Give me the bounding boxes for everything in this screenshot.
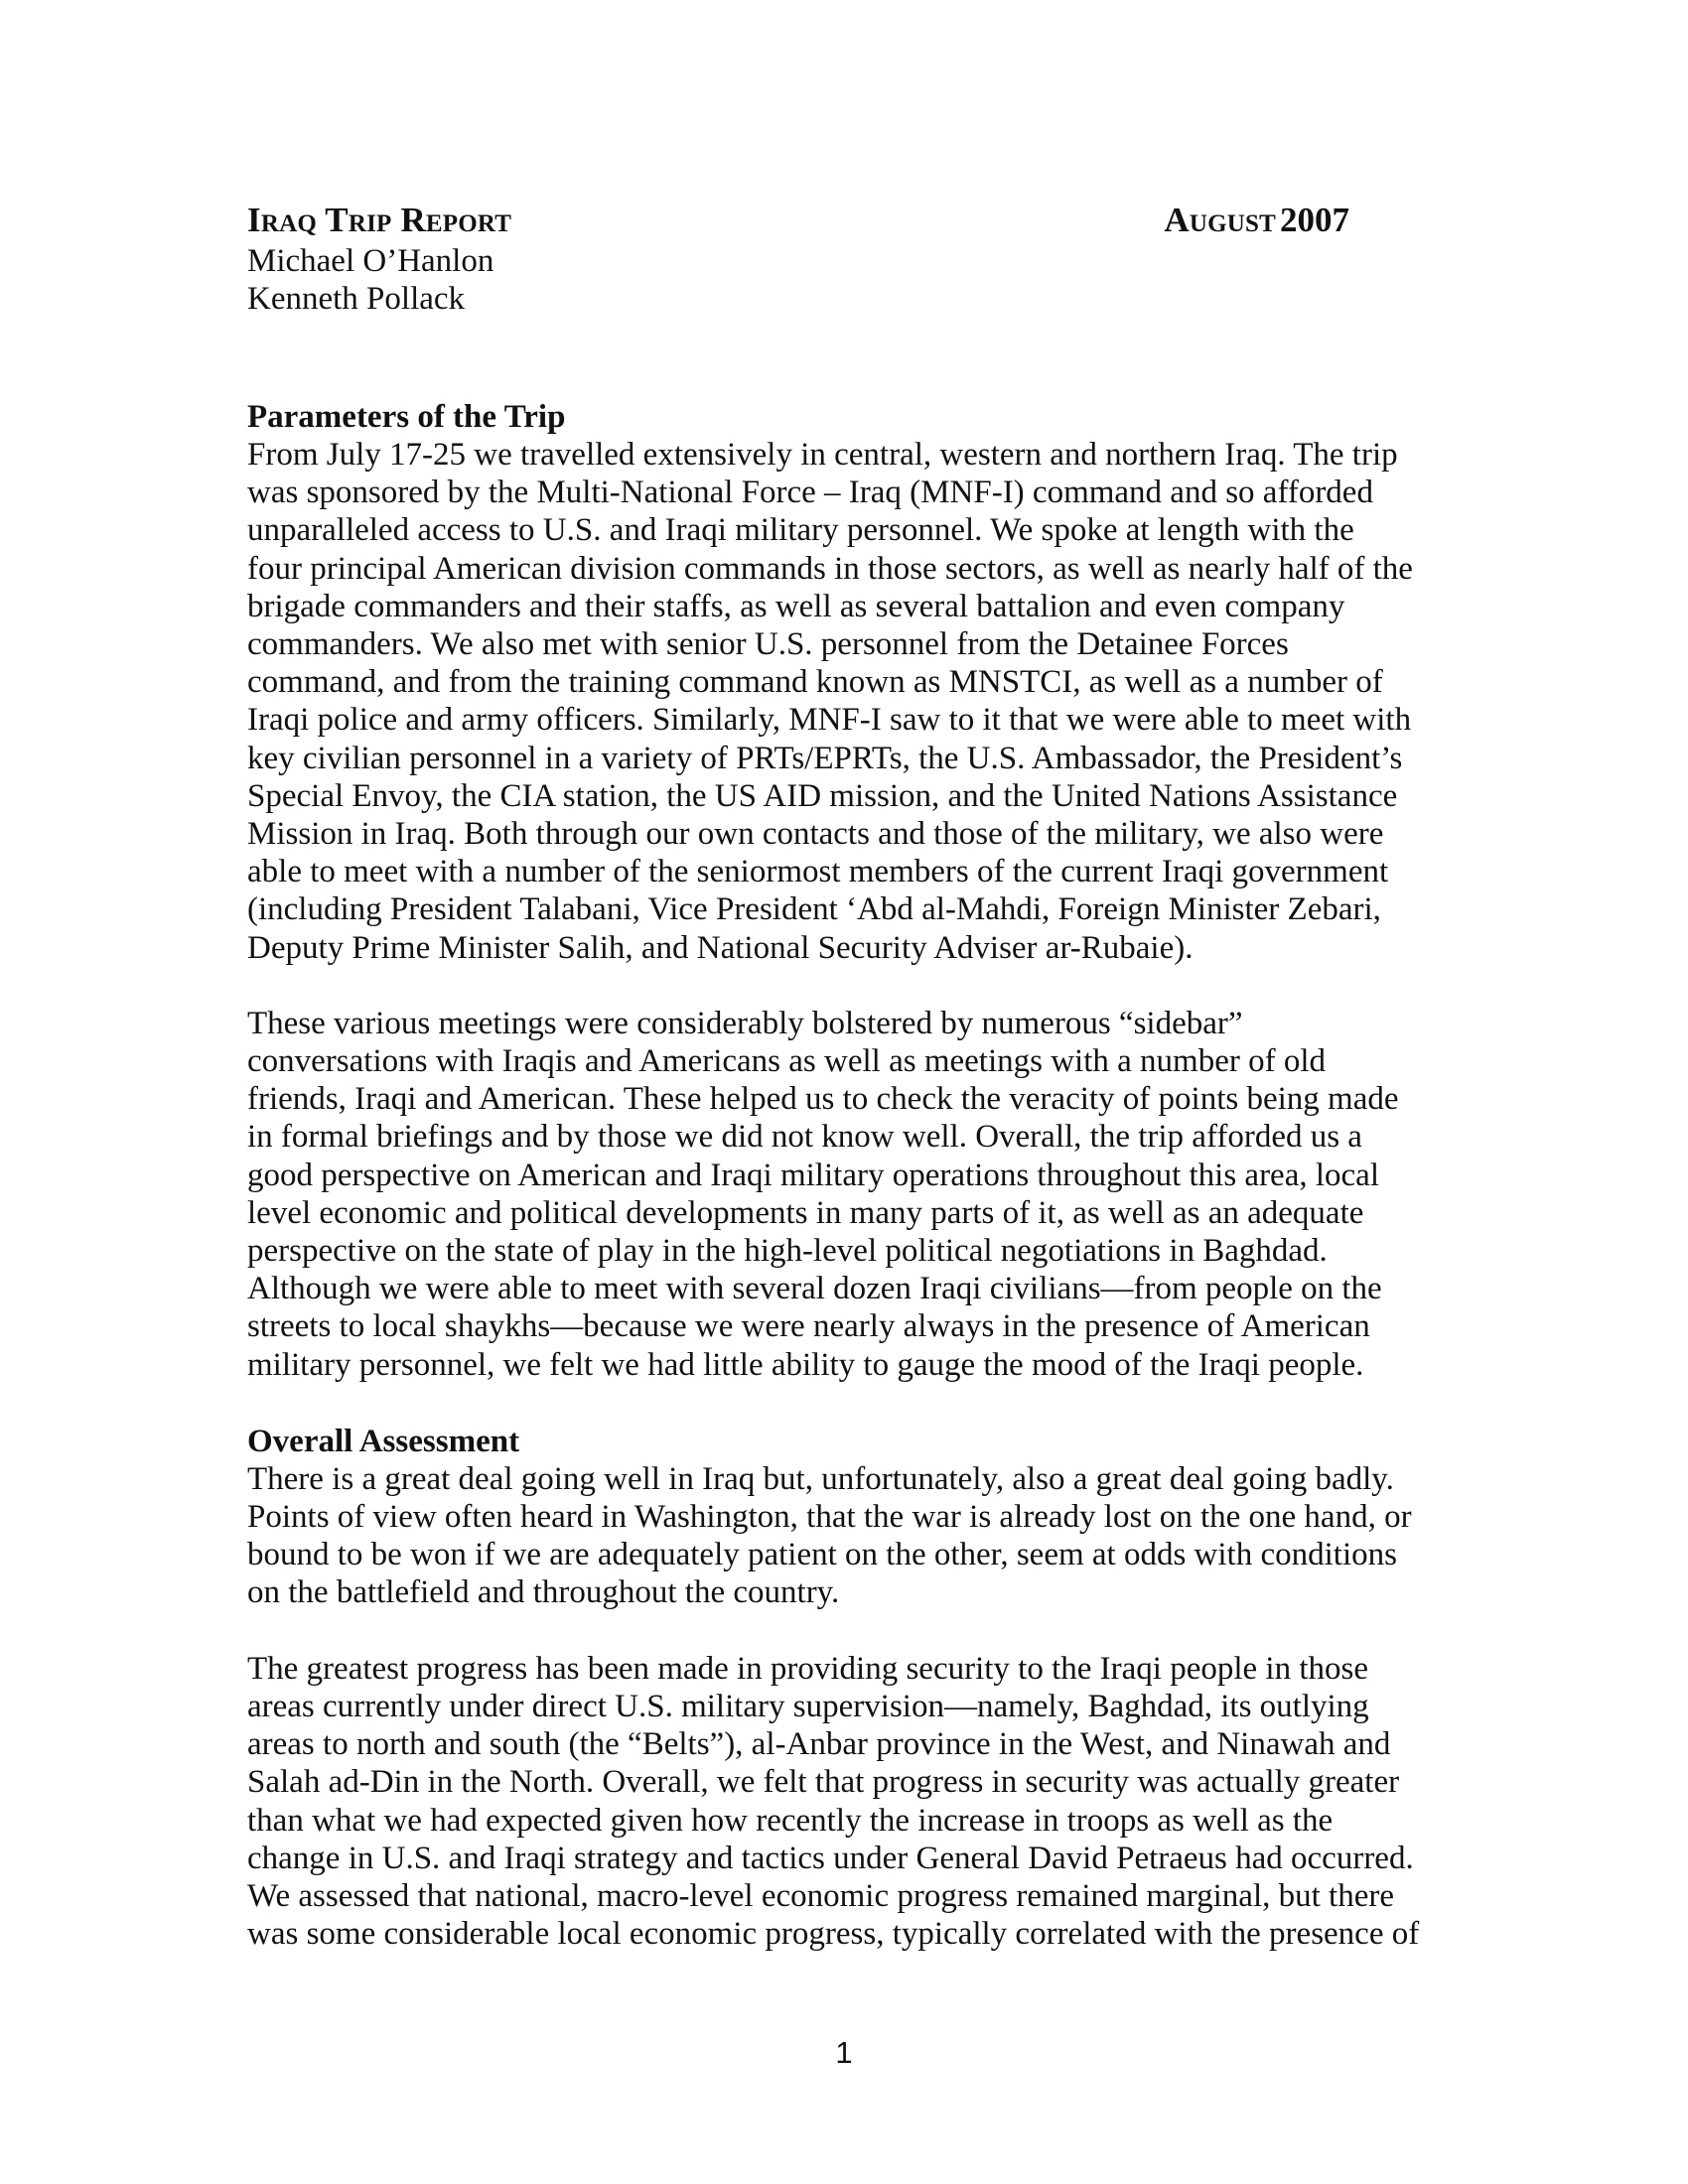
text-line: Deputy Prime Minister Salih, and National Security Adviser ar-Rubaie). — [247, 929, 1194, 966]
text-line: key civilian personnel in a variety of PRTs/EPRTs, the U.S. Ambassador, the President’s — [247, 740, 1403, 776]
report-title: Iraq Trip Report — [247, 201, 512, 239]
text-line: able to meet with a number of the seniormost members of the current Iraqi government — [247, 854, 1389, 890]
text-line: in formal briefings and by those we did not know well. Overall, the trip afforded us a — [247, 1119, 1362, 1156]
text-line: We assessed that national, macro-level economic progress remained marginal, but there — [247, 1877, 1394, 1914]
text-line: brigade commanders and their staffs, as well as several battalion and even company — [247, 588, 1345, 624]
text-line: command, and from the training command known as MNSTCI, as well as a number of — [247, 664, 1383, 701]
text-line: Points of view often heard in Washington, that the war is already lost on the one hand, or — [247, 1499, 1412, 1536]
paragraph — [247, 1005, 1439, 1384]
section-heading: Parameters of the Trip — [247, 399, 566, 435]
page-number: 1 — [835, 2035, 853, 2070]
report-date-year: 2007 — [1280, 201, 1349, 239]
text-line: Salah ad-Din in the North. Overall, we felt that progress in security was actually greater — [247, 1764, 1400, 1801]
text-line: was sponsored by the Multi-National Force – Iraq (MNF-I) command and so afforded — [247, 475, 1373, 511]
text-line: conversations with Iraqis and Americans as well as meetings with a number of old — [247, 1043, 1326, 1080]
paragraph — [247, 1460, 1439, 1612]
text-line: Special Envoy, the CIA station, the US AID mission, and the United Nations Assistance — [247, 777, 1398, 814]
text-line: These various meetings were considerably bolstered by numerous “sidebar” — [247, 1005, 1243, 1041]
text-line: areas to north and south (the “Belts”), al-Anbar province in the West, and Ninawah and — [247, 1726, 1391, 1763]
author-list — [247, 242, 1439, 318]
author-name: Kenneth Pollack — [247, 281, 466, 317]
text-line: level economic and political developments in many parts of it, as well as an adequate — [247, 1194, 1364, 1231]
text-line: friends, Iraqi and American. These helped us to check the veracity of points being made — [247, 1081, 1399, 1118]
text-line: areas currently under direct U.S. military supervision—namely, Baghdad, its outlying — [247, 1688, 1369, 1724]
report-date-month: August — [1164, 201, 1276, 239]
text-line: unparalleled access to U.S. and Iraqi military personnel. We spoke at length with the — [247, 512, 1354, 549]
text-line: change in U.S. and Iraqi strategy and tactics under General David Petraeus had occurred. — [247, 1840, 1414, 1876]
text-line: From July 17-25 we travelled extensively in central, western and northern Iraq. The trip — [247, 437, 1398, 473]
document-body — [247, 199, 1439, 1953]
text-line: (including President Talabani, Vice President ‘Abd al-Mahdi, Foreign Minister Zebari, — [247, 891, 1381, 928]
text-line: Although we were able to meet with several dozen Iraqi civilians—from people on the — [247, 1271, 1382, 1307]
text-line: The greatest progress has been made in providing security to the Iraqi people in those — [247, 1650, 1368, 1687]
text-line: bound to be won if we are adequately patient on the other, seem at odds with conditions — [247, 1537, 1397, 1573]
text-line: There is a great deal going well in Iraq but, unfortunately, also a great deal going badly. — [247, 1460, 1394, 1497]
author-name: Michael O’Hanlon — [247, 243, 494, 279]
report-date — [1164, 199, 1349, 249]
text-line: was some considerable local economic progress, typically correlated with the presence of — [247, 1916, 1420, 1953]
text-line: Iraqi police and army officers. Similarly, MNF-I saw to it that we were able to meet with — [247, 702, 1412, 739]
paragraph — [247, 436, 1439, 967]
text-line: good perspective on American and Iraqi military operations throughout this area, local — [247, 1157, 1379, 1193]
text-line: perspective on the state of play in the high-level political negotiations in Baghdad. — [247, 1233, 1328, 1270]
paragraph — [247, 1650, 1439, 1954]
text-line: military personnel, we felt we had little ability to gauge the mood of the Iraqi people. — [247, 1346, 1364, 1383]
text-line: Mission in Iraq. Both through our own contacts and those of the military, we also were — [247, 816, 1384, 853]
text-line: on the battlefield and throughout the country. — [247, 1574, 840, 1611]
section-heading: Overall Assessment — [247, 1423, 520, 1459]
text-line: than what we had expected given how recently the increase in troops as well as the — [247, 1802, 1334, 1839]
text-line: streets to local shaykhs—because we were nearly always in the presence of American — [247, 1308, 1370, 1345]
text-line: commanders. We also met with senior U.S. personnel from the Detainee Forces — [247, 626, 1289, 663]
report-header — [247, 199, 1349, 242]
text-line: four principal American division commands in those sectors, as well as nearly half of the — [247, 550, 1413, 587]
